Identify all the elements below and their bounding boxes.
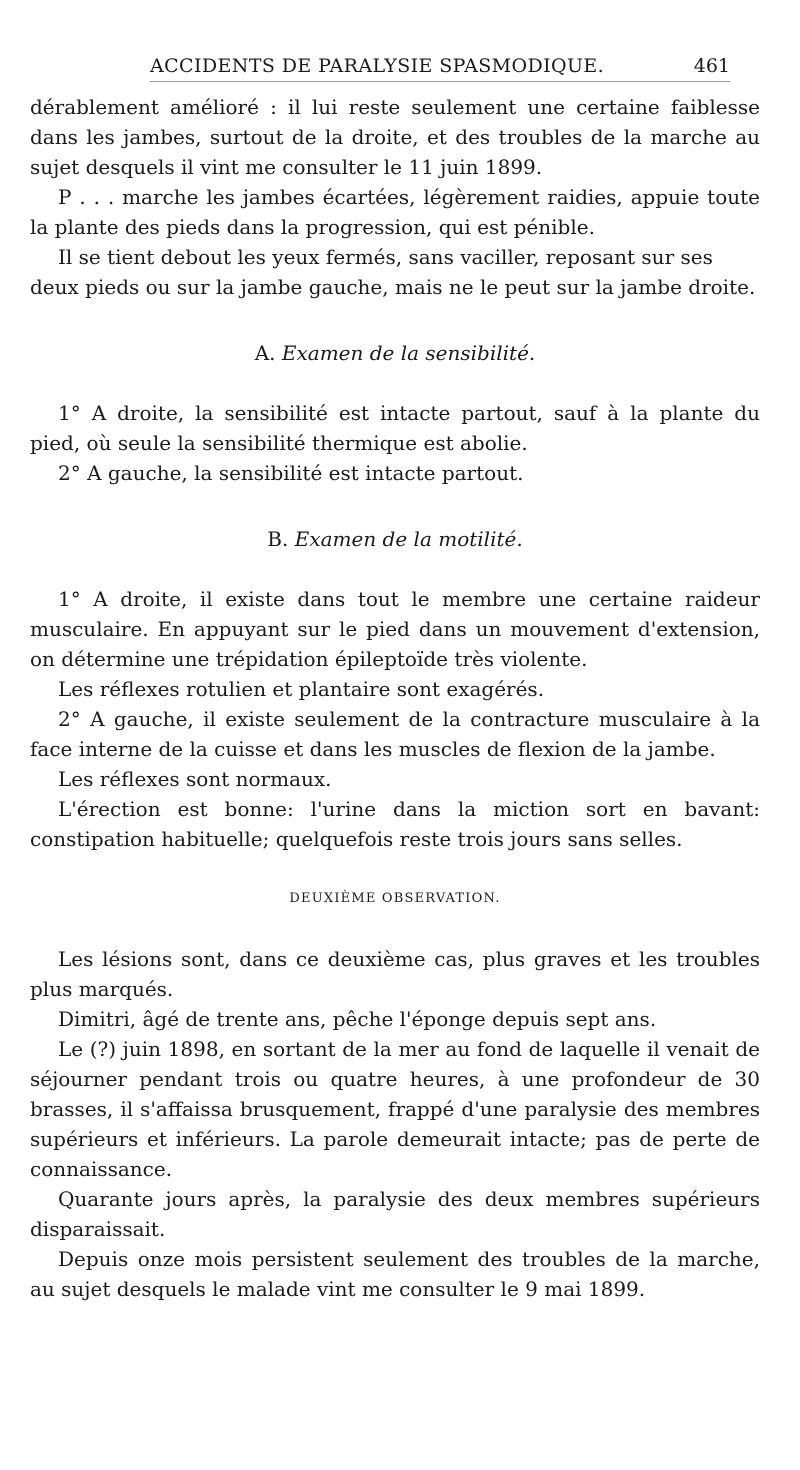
- paragraph: 2° A gauche, il existe seulement de la contracture musculaire à la face interne de la cuisse et dans les muscles de flexion de la jambe.: [30, 707, 760, 761]
- paragraph: dérablement amélioré : il lui reste seulement une certaine faiblesse dans les jambes, surtout de la droite, et des troubles de la marche au sujet desquels il vint me consulter le 11 juin 1899.: [30, 95, 760, 179]
- observation-title: DEUXIÈME OBSERVATION.: [289, 891, 501, 906]
- section-title: Examen de la sensibilité.: [281, 341, 536, 365]
- paragraph: Les lésions sont, dans ce deuxième cas, plus graves et les troubles plus marqués.: [30, 947, 760, 1001]
- section-heading-a: [30, 338, 760, 368]
- page-number: 461: [693, 55, 730, 77]
- paragraph: 1° A droite, la sensibilité est intacte partout, sauf à la plante du pied, où seule la sensibilité thermique est abolie.: [30, 401, 760, 455]
- paragraph: Dimitri, âgé de trente ans, pêche l'éponge depuis sept ans.: [58, 1007, 657, 1031]
- section-heading-b: [30, 524, 760, 554]
- paragraph: Il se tient debout les yeux fermés, sans vaciller, reposant sur ses deux pieds ou sur la jambe gauche, mais ne le peut sur la jambe droite.: [30, 245, 756, 299]
- running-title: ACCIDENTS DE PARALYSIE SPASMODIQUE.: [150, 55, 605, 77]
- paragraph: Depuis onze mois persistent seulement des troubles de la marche, au sujet desquels le malade vint me consulter le 9 mai 1899.: [30, 1247, 760, 1301]
- paragraph: Les réflexes sont normaux.: [58, 767, 332, 791]
- body-text: [30, 92, 760, 1304]
- paragraph: 2° A gauche, la sensibilité est intacte partout.: [58, 461, 524, 485]
- paragraph: Quarante jours après, la paralysie des deux membres supérieurs disparaissait.: [30, 1187, 760, 1241]
- section-letter: A.: [254, 341, 276, 365]
- section-title: Examen de la motilité.: [294, 527, 523, 551]
- section-letter: B.: [267, 527, 289, 551]
- paragraph: Le (?) juin 1898, en sortant de la mer au fond de laquelle il venait de séjourner pendant trois ou quatre heures, à une profondeur de 30 brasses, il s'affaissa brusquement, frappé d'une paralysie des membres supérieurs et inférieurs. La parole demeurait intacte; pas de perte de connaissance.: [30, 1037, 760, 1181]
- paragraph: 1° A droite, il existe dans tout le membre une certaine raideur musculaire. En appuyant sur le pied dans un mouvement d'extension, on détermine une trépidation épileptoïde très violente.: [30, 587, 760, 671]
- paragraph: L'érection est bonne: l'urine dans la miction sort en bavant: constipation habituelle; quelquefois reste trois jours sans selles.: [30, 797, 760, 851]
- running-header: [150, 55, 730, 82]
- paragraph: P . . . marche les jambes écartées, légèrement raidies, appuie toute la plante des pieds dans la progression, qui est pénible.: [30, 185, 760, 239]
- paragraph: Les réflexes rotulien et plantaire sont exagérés.: [58, 677, 545, 701]
